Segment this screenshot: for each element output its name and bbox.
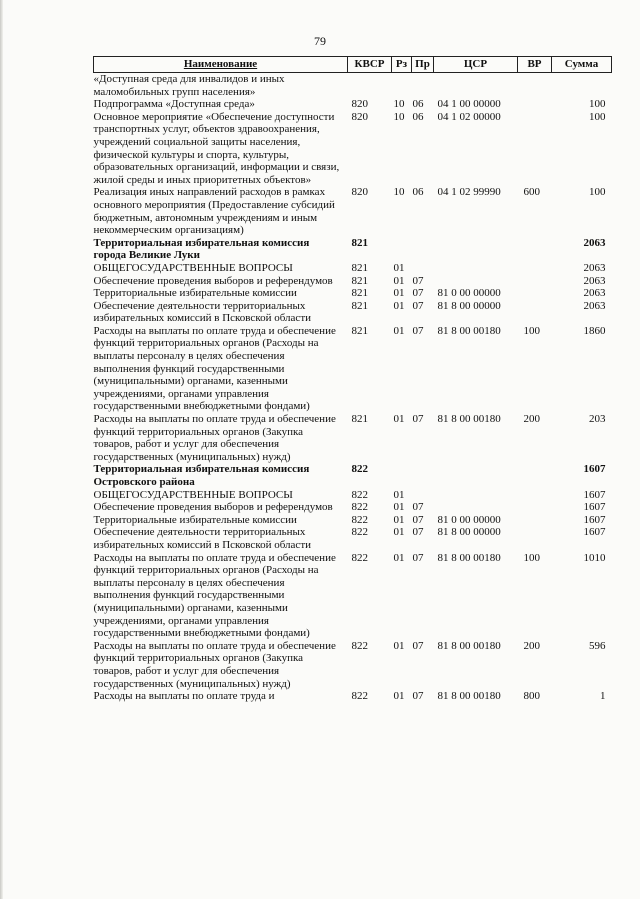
- budget-table: [93, 56, 612, 703]
- cell-name: Расходы на выплаты по оплате труда и обеспечение функций территориальных органов (Закупка товаров, работ и услуг для обеспечения государственных (муниципальных) нужд): [93, 413, 336, 463]
- cell-pr: 06: [412, 98, 424, 111]
- cell-pr: 07: [412, 274, 424, 287]
- cell-vr: [518, 237, 552, 262]
- header-kvsr: КВСР: [348, 57, 392, 73]
- table-row: [94, 514, 612, 527]
- cell-sum: 1607: [583, 526, 606, 539]
- cell-kvsr: 820: [351, 110, 368, 123]
- page-number: 79: [314, 34, 326, 48]
- cell-csr: [434, 237, 518, 262]
- cell-kvsr: 821: [351, 261, 368, 274]
- cell-rz: 01: [393, 501, 405, 514]
- cell-sum: 1010: [583, 551, 606, 564]
- cell-rz: 01: [393, 488, 405, 501]
- cell-sum: 100: [589, 98, 606, 111]
- cell-csr: 04 1 02 00000: [437, 110, 501, 123]
- table-row: [94, 186, 612, 236]
- header-pr: Пр: [412, 57, 434, 73]
- cell-vr: 800: [523, 690, 540, 703]
- cell-csr: [434, 262, 518, 275]
- cell-kvsr: 820: [351, 186, 368, 199]
- cell-rz: 10: [393, 186, 405, 199]
- cell-rz: 01: [393, 526, 405, 539]
- cell-pr: [412, 489, 434, 502]
- cell-csr: 81 8 00 00180: [437, 324, 501, 337]
- cell-csr: 81 8 00 00000: [437, 299, 501, 312]
- cell-csr: 81 0 00 00000: [437, 513, 501, 526]
- cell-rz: 01: [393, 299, 405, 312]
- cell-name: Расходы на выплаты по оплате труда и обеспечение функций территориальных органов (Расходы на выплаты персоналу в целях обеспечения выполнения функций государственными (муниципальными) органами, казенными учреждениями, органами управления государственными внебюджетными фондами): [93, 551, 336, 640]
- cell-vr: [518, 262, 552, 275]
- table-row: [94, 262, 612, 275]
- cell-pr: [412, 237, 434, 262]
- table-row: [94, 413, 612, 463]
- cell-name: Подпрограмма «Доступная среда»: [93, 98, 255, 111]
- cell-rz: 01: [393, 274, 405, 287]
- cell-vr: 200: [523, 639, 540, 652]
- cell-name: Обеспечение проведения выборов и референдумов: [93, 501, 333, 514]
- cell-name: Обеспечение деятельности территориальных избирательных комиссий в Псковской области: [93, 526, 312, 551]
- cell-pr: 06: [412, 186, 424, 199]
- cell-name: Основное мероприятие «Обеспечение доступности транспортных услуг, объектов здравоохранения, учреждений социальной защиты населения, физической культуры и спорта, культуры, образовательных организаций, информации и связи, жилой среды и иных приоритетных объектов»: [93, 110, 340, 186]
- cell-kvsr: 822: [351, 526, 368, 539]
- table-row: [94, 287, 612, 300]
- cell-name: Территориальная избирательная комиссия Островского района: [93, 463, 310, 488]
- cell-pr: 07: [412, 299, 424, 312]
- cell-pr: [412, 262, 434, 275]
- table-header: [94, 57, 612, 73]
- cell-pr: 07: [412, 639, 424, 652]
- cell-sum: 1: [600, 690, 606, 703]
- cell-kvsr: 821: [351, 287, 368, 300]
- cell-name: ОБЩЕГОСУДАРСТВЕННЫЕ ВОПРОСЫ: [93, 261, 293, 274]
- cell-vr: [518, 526, 552, 551]
- cell-sum: 596: [589, 639, 606, 652]
- cell-kvsr: 821: [351, 413, 368, 426]
- cell-pr: 07: [412, 551, 424, 564]
- cell-sum: 1607: [583, 488, 606, 501]
- cell-rz: 01: [393, 513, 405, 526]
- table-row: [94, 73, 612, 99]
- cell-sum: 1607: [583, 501, 606, 514]
- cell-rz: [392, 237, 412, 262]
- scan-edge: [0, 0, 3, 899]
- cell-csr: [434, 275, 518, 288]
- cell-sum: 203: [589, 413, 606, 426]
- cell-name: Расходы на выплаты по оплате труда и обеспечение функций территориальных органов (Расходы на выплаты персоналу в целях обеспечения выполнения функций государственными (муниципальными) органами, казенными учреждениями, органами управления государственными внебюджетными фондами): [93, 324, 336, 413]
- cell-vr: [518, 489, 552, 502]
- cell-vr: [518, 275, 552, 288]
- cell-kvsr: 821: [351, 324, 368, 337]
- cell-pr: [412, 463, 434, 488]
- cell-vr: 200: [523, 413, 540, 426]
- table-row: [94, 237, 612, 262]
- cell-vr: [518, 501, 552, 514]
- cell-vr: 100: [523, 551, 540, 564]
- cell-csr: 81 0 00 00000: [437, 287, 501, 300]
- cell-name: ОБЩЕГОСУДАРСТВЕННЫЕ ВОПРОСЫ: [93, 488, 293, 501]
- cell-name: Территориальные избирательные комиссии: [93, 287, 297, 300]
- cell-rz: 10: [393, 98, 405, 111]
- header-name: Наименование: [94, 57, 348, 73]
- cell-csr: [434, 501, 518, 514]
- cell-sum: 2063: [583, 261, 606, 274]
- cell-csr: 04 1 00 00000: [437, 98, 501, 111]
- header-sum: Сумма: [552, 57, 612, 73]
- cell-sum: 2063: [583, 236, 606, 249]
- cell-csr: 81 8 00 00180: [437, 690, 501, 703]
- cell-pr: 07: [412, 513, 424, 526]
- cell-name: Расходы на выплаты по оплате труда и: [93, 690, 275, 703]
- cell-kvsr: 820: [351, 98, 368, 111]
- table-row: [94, 526, 612, 551]
- cell-kvsr: 822: [351, 488, 368, 501]
- cell-sum: 100: [589, 110, 606, 123]
- cell-kvsr: 822: [351, 639, 368, 652]
- cell-sum: 1860: [583, 324, 606, 337]
- cell-pr: [412, 73, 434, 99]
- table-row: [94, 300, 612, 325]
- cell-name: «Доступная среда для инвалидов и иных маломобильных групп населения»: [93, 73, 285, 98]
- cell-rz: 01: [393, 551, 405, 564]
- cell-kvsr: [348, 73, 392, 99]
- table-row: [94, 489, 612, 502]
- cell-vr: [518, 111, 552, 187]
- cell-sum: 2063: [583, 299, 606, 312]
- cell-pr: 07: [412, 501, 424, 514]
- cell-rz: 01: [393, 287, 405, 300]
- cell-kvsr: 822: [351, 513, 368, 526]
- cell-rz: 01: [393, 324, 405, 337]
- cell-name: Территориальная избирательная комиссия города Великие Луки: [93, 236, 310, 262]
- cell-rz: 10: [393, 110, 405, 123]
- cell-csr: 04 1 02 99990: [437, 186, 501, 199]
- table-row: [94, 501, 612, 514]
- cell-pr: 07: [412, 413, 424, 426]
- cell-sum: 1607: [583, 463, 606, 476]
- cell-rz: 01: [393, 413, 405, 426]
- cell-kvsr: 821: [351, 299, 368, 312]
- cell-vr: 600: [523, 186, 540, 199]
- cell-vr: [518, 300, 552, 325]
- cell-pr: 07: [412, 690, 424, 703]
- cell-vr: 100: [523, 324, 540, 337]
- header-vr: ВР: [518, 57, 552, 73]
- cell-vr: [518, 98, 552, 111]
- cell-csr: [434, 463, 518, 488]
- table-body: [94, 73, 612, 703]
- cell-rz: 01: [393, 639, 405, 652]
- cell-vr: [518, 287, 552, 300]
- cell-csr: [434, 489, 518, 502]
- table-row: [94, 325, 612, 413]
- cell-pr: 07: [412, 526, 424, 539]
- cell-csr: 81 8 00 00180: [437, 551, 501, 564]
- table-row: [94, 111, 612, 187]
- cell-kvsr: 822: [351, 501, 368, 514]
- cell-name: Расходы на выплаты по оплате труда и обеспечение функций территориальных органов (Закупка товаров, работ и услуг для обеспечения государственных (муниципальных) нужд): [93, 639, 336, 690]
- cell-kvsr: 822: [351, 690, 368, 703]
- cell-vr: [518, 463, 552, 488]
- cell-csr: 81 8 00 00000: [437, 526, 501, 539]
- cell-name: Реализация иных направлений расходов в рамках основного мероприятия (Предоставление субсидий бюджетным, автономным учреждениям и иным некоммерческим организациям): [93, 186, 335, 237]
- cell-sum: 1607: [583, 513, 606, 526]
- cell-csr: 81 8 00 00180: [437, 639, 501, 652]
- header-csr: ЦСР: [434, 57, 518, 73]
- table-row: [94, 98, 612, 111]
- header-rz: Рз: [392, 57, 412, 73]
- cell-vr: [518, 514, 552, 527]
- cell-sum: 100: [589, 186, 606, 199]
- cell-sum: 2063: [583, 287, 606, 300]
- cell-rz: 01: [393, 261, 405, 274]
- table-row: [94, 275, 612, 288]
- table-row: [94, 640, 612, 690]
- cell-pr: 07: [412, 287, 424, 300]
- cell-rz: [392, 73, 412, 99]
- cell-name: Территориальные избирательные комиссии: [93, 513, 297, 526]
- cell-vr: [518, 73, 552, 99]
- cell-name: Обеспечение деятельности территориальных избирательных комиссий в Псковской области: [93, 299, 312, 325]
- cell-csr: 81 8 00 00180: [437, 413, 501, 426]
- cell-sum: 2063: [583, 274, 606, 287]
- cell-name: Обеспечение проведения выборов и референдумов: [93, 274, 333, 287]
- cell-kvsr: 822: [351, 551, 368, 564]
- cell-pr: 07: [412, 324, 424, 337]
- table-row: [94, 552, 612, 640]
- cell-kvsr: 821: [351, 236, 368, 249]
- cell-kvsr: 822: [351, 463, 368, 476]
- table-row: [94, 690, 612, 703]
- cell-rz: [392, 463, 412, 488]
- cell-pr: 06: [412, 110, 424, 123]
- cell-kvsr: 821: [351, 274, 368, 287]
- table-row: [94, 463, 612, 488]
- cell-sum: [552, 73, 612, 99]
- cell-rz: 01: [393, 690, 405, 703]
- cell-csr: [434, 73, 518, 99]
